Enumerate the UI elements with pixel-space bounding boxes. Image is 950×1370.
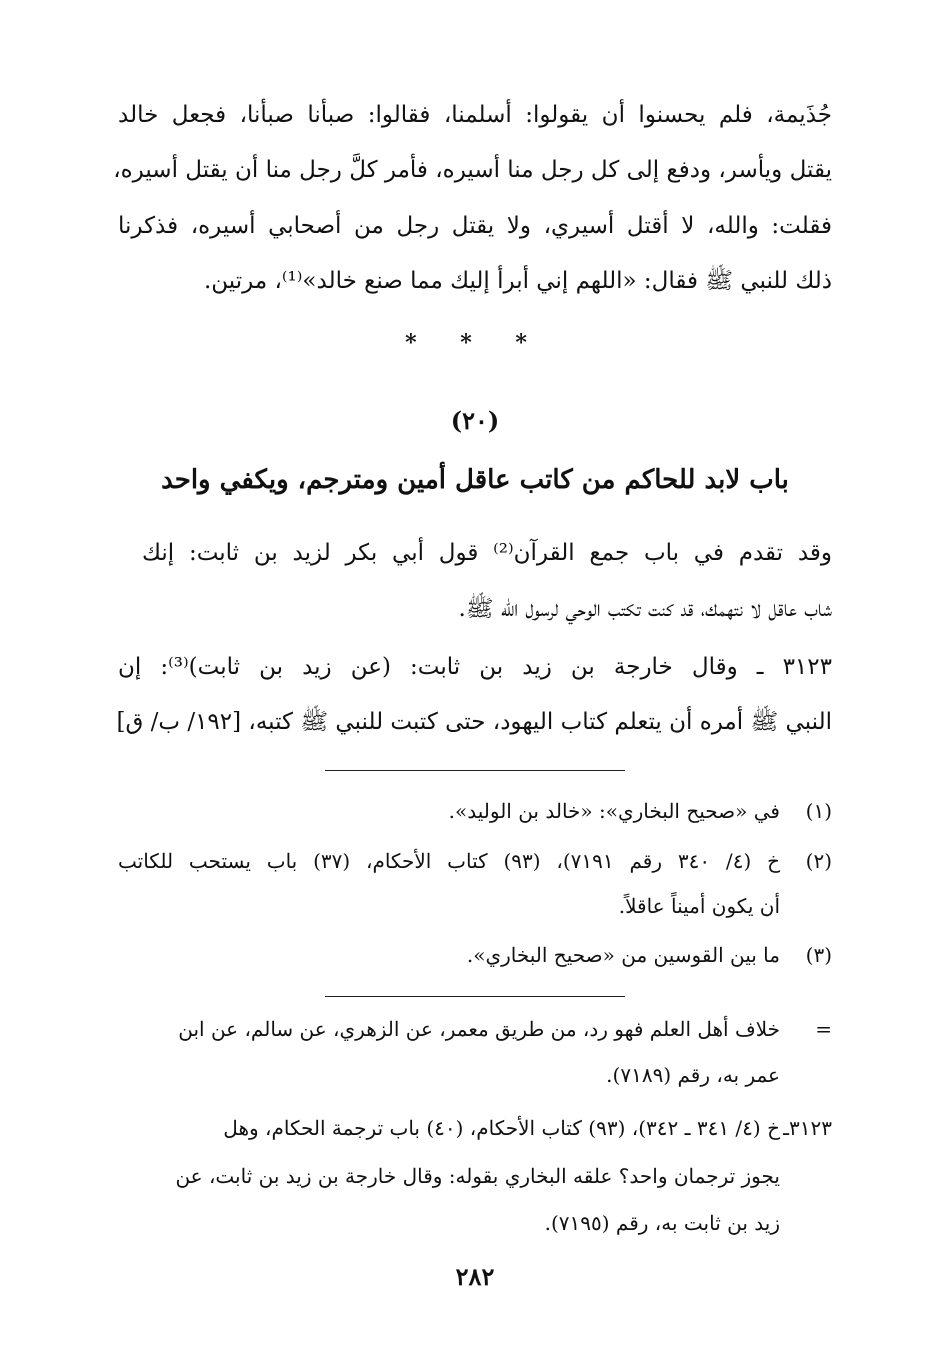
footnote-text: خ (٤/ ٣٤٠ رقم ٧١٩١)، (٩٣) كتاب الأحكام، (٣٧) باب يستحب للكاتب: [118, 849, 780, 873]
main-text-line: يقتل ويأسر، ودفع إلى كل رجل منا أسيره، فأمر كلَّ رجل منا أن يقتل أسيره،: [113, 157, 832, 183]
footnote-3: [118, 940, 832, 970]
footnote-number: (٣): [805, 943, 832, 967]
commentary-1: [118, 1014, 832, 1044]
section-separator: * * *: [405, 330, 545, 356]
footnote-divider: [325, 770, 625, 771]
page-number: ٢٨٢: [455, 1262, 495, 1291]
commentary-divider: [325, 996, 625, 997]
main-text-line: ذلك للنبي ﷺ فقال: «اللهم إني أبرأ إليك مما صنع خالد»⁽¹⁾، مرتين.: [203, 268, 832, 294]
commentary-text: يجوز ترجمان واحد؟ علقه البخاري بقوله: وقال خارجة بن زيد بن ثابت، عن: [175, 1164, 780, 1188]
footnote-text: في «صحيح البخاري»: «خالد بن الوليد».: [448, 799, 780, 823]
main-text-line: جُذَيمة، فلم يحسنوا أن يقولوا: أسلمنا، فقالوا: صبأنا صبأنا، فجعل خالد: [118, 102, 832, 128]
commentary-text: عمر به، رقم (٧١٨٩).: [606, 1063, 780, 1087]
hadith-line: النبي ﷺ أمره أن يتعلم كتاب اليهود، حتى كتبت للنبي ﷺ كتبه، [١٩٢/ ب/ ق]: [116, 709, 832, 735]
commentary-number: =: [815, 1017, 832, 1041]
chapter-title: باب لابد للحاكم من كاتب عاقل أمين ومترجم، ويكفي واحد: [161, 465, 789, 495]
commentary-number: ٣١٢٣ـ: [783, 1116, 832, 1140]
footnote-text: ما بين القوسين من «صحيح البخاري».: [466, 943, 780, 967]
footnote-text: أن يكون أميناً عاقلاً.: [618, 894, 780, 918]
commentary-text: خ (٤/ ٣٤١ ـ ٣٤٢)، (٩٣) كتاب الأحكام، (٤٠) باب ترجمة الحكام، وهل: [223, 1116, 780, 1140]
commentary-2: [118, 1113, 832, 1143]
footnote-2: [118, 846, 832, 876]
footnote-number: (١): [805, 799, 832, 823]
main-text-line: فقلت: والله، لا أقتل أسيري، ولا يقتل رجل من أصحابي أسيره، فذكرنا: [118, 213, 832, 239]
commentary-text: زيد بن ثابت به، رقم (٧١٩٥).: [544, 1211, 780, 1235]
chapter-number: (٢٠): [450, 406, 500, 435]
section-text-line: شاب عاقل لا نتهمك، قد كنت تكتب الوحي لرسول الله ﷺ.: [458, 596, 832, 622]
hadith-line: ٣١٢٣ ـ وقال خارجة بن زيد بن ثابت: (عن زيد بن ثابت)⁽³⁾: إن: [118, 654, 832, 680]
footnote-1: [118, 796, 832, 826]
commentary-text: خلاف أهل العلم فهو رد، من طريق معمر، عن الزهري، عن سالم، عن ابن: [178, 1017, 780, 1041]
footnote-number: (٢): [805, 849, 832, 873]
section-text-line: وقد تقدم في باب جمع القرآن⁽²⁾ قول أبي بكر لزيد بن ثابت: إنك: [142, 540, 832, 566]
